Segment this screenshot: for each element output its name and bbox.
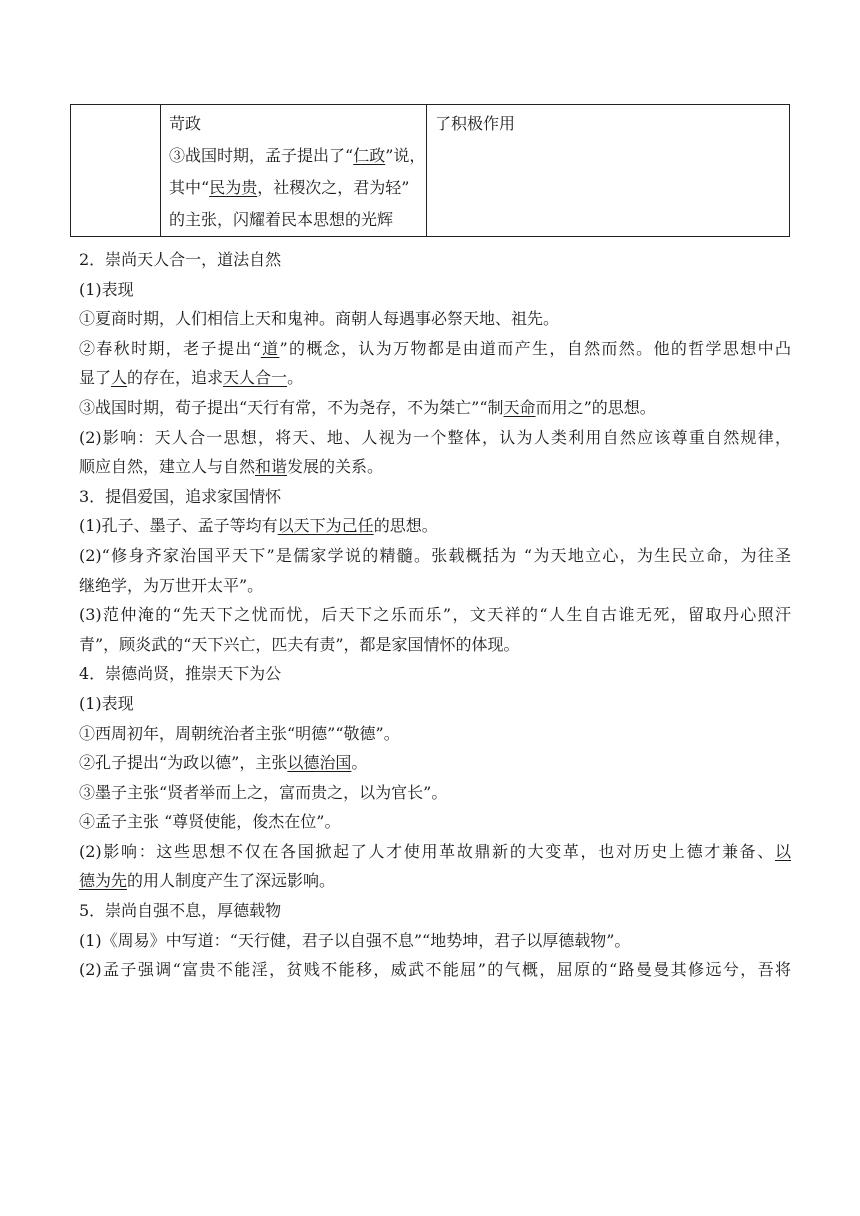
- cell-line: ③战国时期，孟子提出了“仁政”说，: [169, 146, 426, 165]
- text-line: ③战国时期，荀子提出“天行有常，不为尧存，不为桀亡”“制天命而用之”的思想。: [79, 397, 656, 417]
- underlined-term: 以德治国: [287, 753, 352, 773]
- text-line: 青”，顾炎武的“天下兴亡，匹夫有责”，都是家国情怀的体现。: [79, 634, 520, 654]
- text-line: (1)孔子、墨子、孟子等均有以天下为己任的思想。: [79, 516, 438, 536]
- text-line: (2)孟子强调“富贵不能淫，贫贱不能移，威武不能屈”的气概，屈原的“路曼曼其修远兮，吾将: [79, 960, 791, 980]
- underlined-term: 以天下为己任: [277, 516, 374, 536]
- underlined-term: 民为贵: [209, 178, 258, 197]
- cell-line: 了积极作用: [435, 114, 516, 133]
- text-line: ④孟子主张 “尊贤使能，俊杰在位”。: [79, 812, 341, 832]
- continuation-table: [70, 104, 790, 237]
- table-cell-category: [71, 105, 161, 237]
- text-line: (1)《周易》中写道：“天行健，君子以自强不息”“地势坤，君子以厚德载物”。: [79, 930, 631, 950]
- text-line: 3．提倡爱国，追求家国情怀: [79, 486, 282, 506]
- text-line: ①西周初年，周朝统治者主张“明德”“敬德”。: [79, 723, 400, 743]
- cell-line: 的主张，闪耀着民本思想的光辉: [169, 210, 394, 229]
- text-line: 4．崇德尚贤，推崇天下为公: [79, 664, 282, 684]
- underlined-term: 天人合一: [223, 368, 288, 388]
- text-line: 2．崇尚天人合一，道法自然: [79, 250, 282, 269]
- text-line: (1)表现: [79, 279, 134, 299]
- underlined-term: 和谐: [255, 457, 288, 477]
- text-line: (2)“修身齐家治国平天下”是儒家学说的精髓。张载概括为 “为天地立心，为生民立命，为往圣: [79, 545, 791, 565]
- table-cell-content: [161, 105, 427, 237]
- text-line: 德为先的用人制度产生了深远影响。: [79, 871, 336, 891]
- text-line: (2)影响：天人合一思想，将天、地、人视为一个整体，认为人类利用自然应该尊重自然规律，: [79, 427, 791, 447]
- underlined-term: 天命: [503, 397, 536, 417]
- underlined-term: 仁政: [353, 146, 386, 165]
- text-line: (2)影响：这些思想不仅在各国掀起了人才使用革故鼎新的大变革，也对历史上德才兼备、以: [79, 841, 791, 861]
- table-cell-effect: [427, 105, 790, 237]
- cell-line: 其中“民为贵，社稷次之，君为轻”: [169, 178, 410, 197]
- underlined-term: 以: [774, 841, 791, 861]
- text-line: 5．崇尚自强不息，厚德载物: [79, 901, 282, 921]
- text-line: (3)范仲淹的“先天下之忧而忧，后天下之乐而乐”，文天祥的“人生自古谁无死，留取丹心照汗: [79, 605, 791, 625]
- document-body: [79, 245, 791, 985]
- text-line: ③墨子主张“贤者举而上之，富而贵之，以为官长”。: [79, 782, 448, 802]
- underlined-term: 德为先: [79, 871, 128, 891]
- underlined-term: 人: [111, 368, 128, 388]
- text-line: 显了人的存在，追求天人合一。: [79, 368, 304, 388]
- text-line: (1)表现: [79, 693, 134, 713]
- table-row: [71, 105, 790, 237]
- cell-line: 苛政: [169, 114, 202, 133]
- text-line: ①夏商时期，人们相信上天和鬼神。商朝人每遇事必祭天地、祖先。: [79, 309, 560, 329]
- text-line: ②春秋时期，老子提出“道”的概念，认为万物都是由道而产生，自然而然。他的哲学思想中凸: [79, 338, 791, 358]
- underlined-term: 道: [260, 338, 280, 358]
- text-line: ②孔子提出“为政以德”，主张以德治国。: [79, 753, 368, 773]
- text-line: 顺应自然，建立人与自然和谐发展的关系。: [79, 457, 384, 477]
- text-line: 继绝学，为万世开太平”。: [79, 575, 264, 595]
